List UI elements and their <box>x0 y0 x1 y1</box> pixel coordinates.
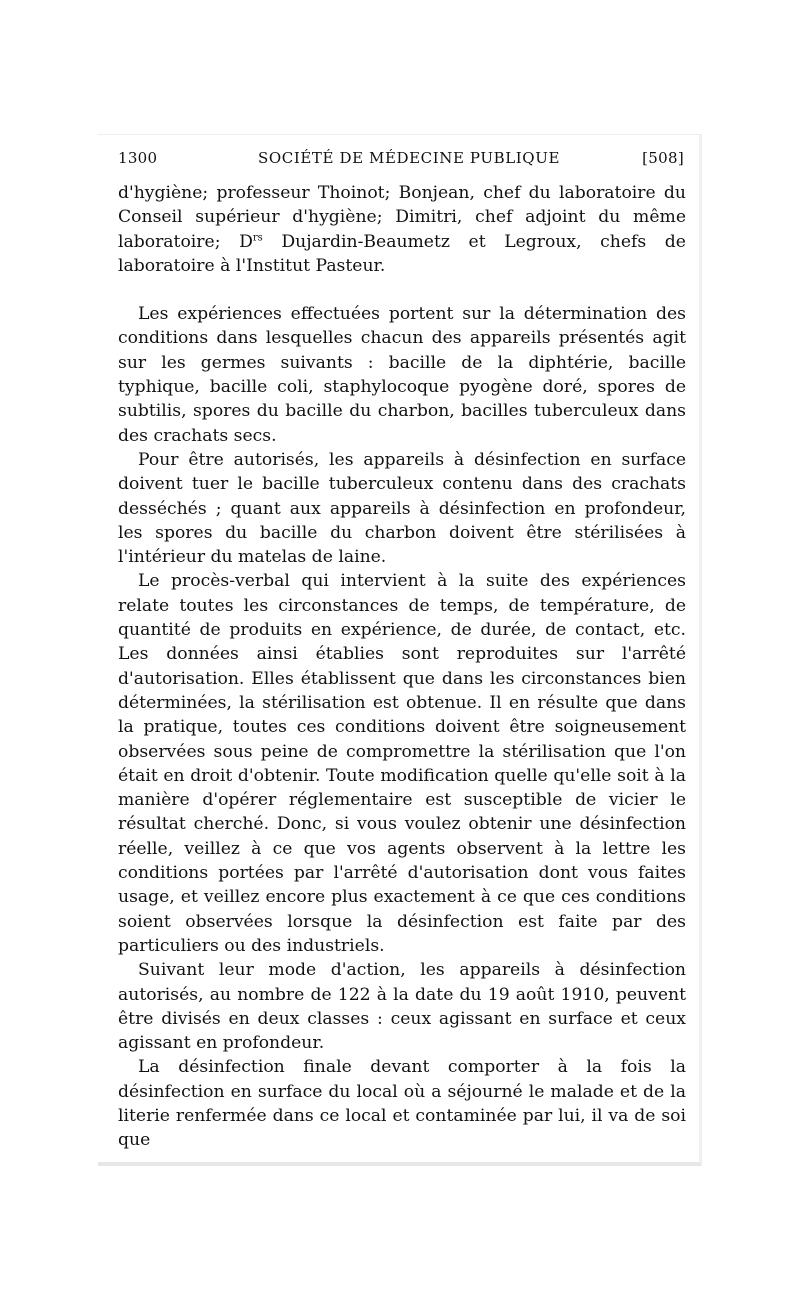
paragraph-continued <box>118 181 686 278</box>
paragraph-final-disinfection: La désinfection finale devant comporter à la fois la désinfection en surface du local où a séjourné le malade et de la literie renfermée dans ce local et contaminée par lui, il va de soi que <box>118 1057 686 1151</box>
running-title: SOCIÉTÉ DE MÉDECINE PUBLIQUE <box>258 149 560 167</box>
running-header <box>118 146 684 170</box>
page-number: 1300 <box>118 149 158 167</box>
superscript-abbreviation: rs <box>252 231 263 243</box>
paragraph-classification: Suivant leur mode d'action, les appareils à désinfection autorisés, au nombre de 122 à la date du 19 août 1910, peuvent être divisés en deux classes : ceux agissant en surface et ceux agissant en profondeur. <box>118 960 686 1054</box>
paragraph-proces-verbal: Le procès-verbal qui intervient à la suite des expériences relate toutes les circonstances de temps, de température, de quantité de produits en expérience, de durée, de contact, etc. Les données ainsi établies sont reproduites sur l'arrêté d'autorisation. Elles établissent que dans les circonstances bien déterminées, la stérilisation est obtenue. Il en résulte que dans la pratique, toutes ces conditions doivent être soigneusement observées sous peine de compromettre la stérilisation que l'on était en droit d'obtenir. Toute modification quelle qu'elle soit à la manière d'opérer réglementaire est susceptible de vicier le résultat cherché. Donc, si vous voulez obtenir une désinfection réelle, veillez à ce que vos agents observent à la lettre les conditions portées par l'arrêté d'autorisation dont vous faites usage, et veillez encore plus exactement à ce que ces conditions soient observées lorsque la désinfection est faite par des particuliers ou des industriels. <box>118 571 686 956</box>
paragraph-text: d'hygiène; professeur Thoinot; Bonjean, chef du laboratoire du Conseil supérieur d'hygiène; Dimitri, chef adjoint du même laboratoire; D <box>118 183 686 252</box>
folio-number: [508] <box>642 149 684 167</box>
paragraph-text: Dujardin-Beaumetz et Legroux, chefs de laboratoire à l'Institut Pasteur. <box>118 231 686 276</box>
body-text <box>118 181 686 1153</box>
paragraph-experiments: Les expériences effectuées portent sur la détermination des conditions dans lesquelles chacun des appareils présentés agit sur les germes suivants : bacille de la diphtérie, bacille typhique, bacille coli, staphylocoque pyogène doré, spores de subtilis, spores du bacille du charbon, bacilles tuberculeux dans des crachats secs. <box>118 304 686 446</box>
paragraph-authorization: Pour être autorisés, les appareils à désinfection en surface doivent tuer le bacille tuberculeux contenu dans des crachats desséchés ; quant aux appareils à désinfection en profondeur, les spores du bacille du charbon doivent être stérilisées à l'intérieur du matelas de laine. <box>118 449 686 568</box>
